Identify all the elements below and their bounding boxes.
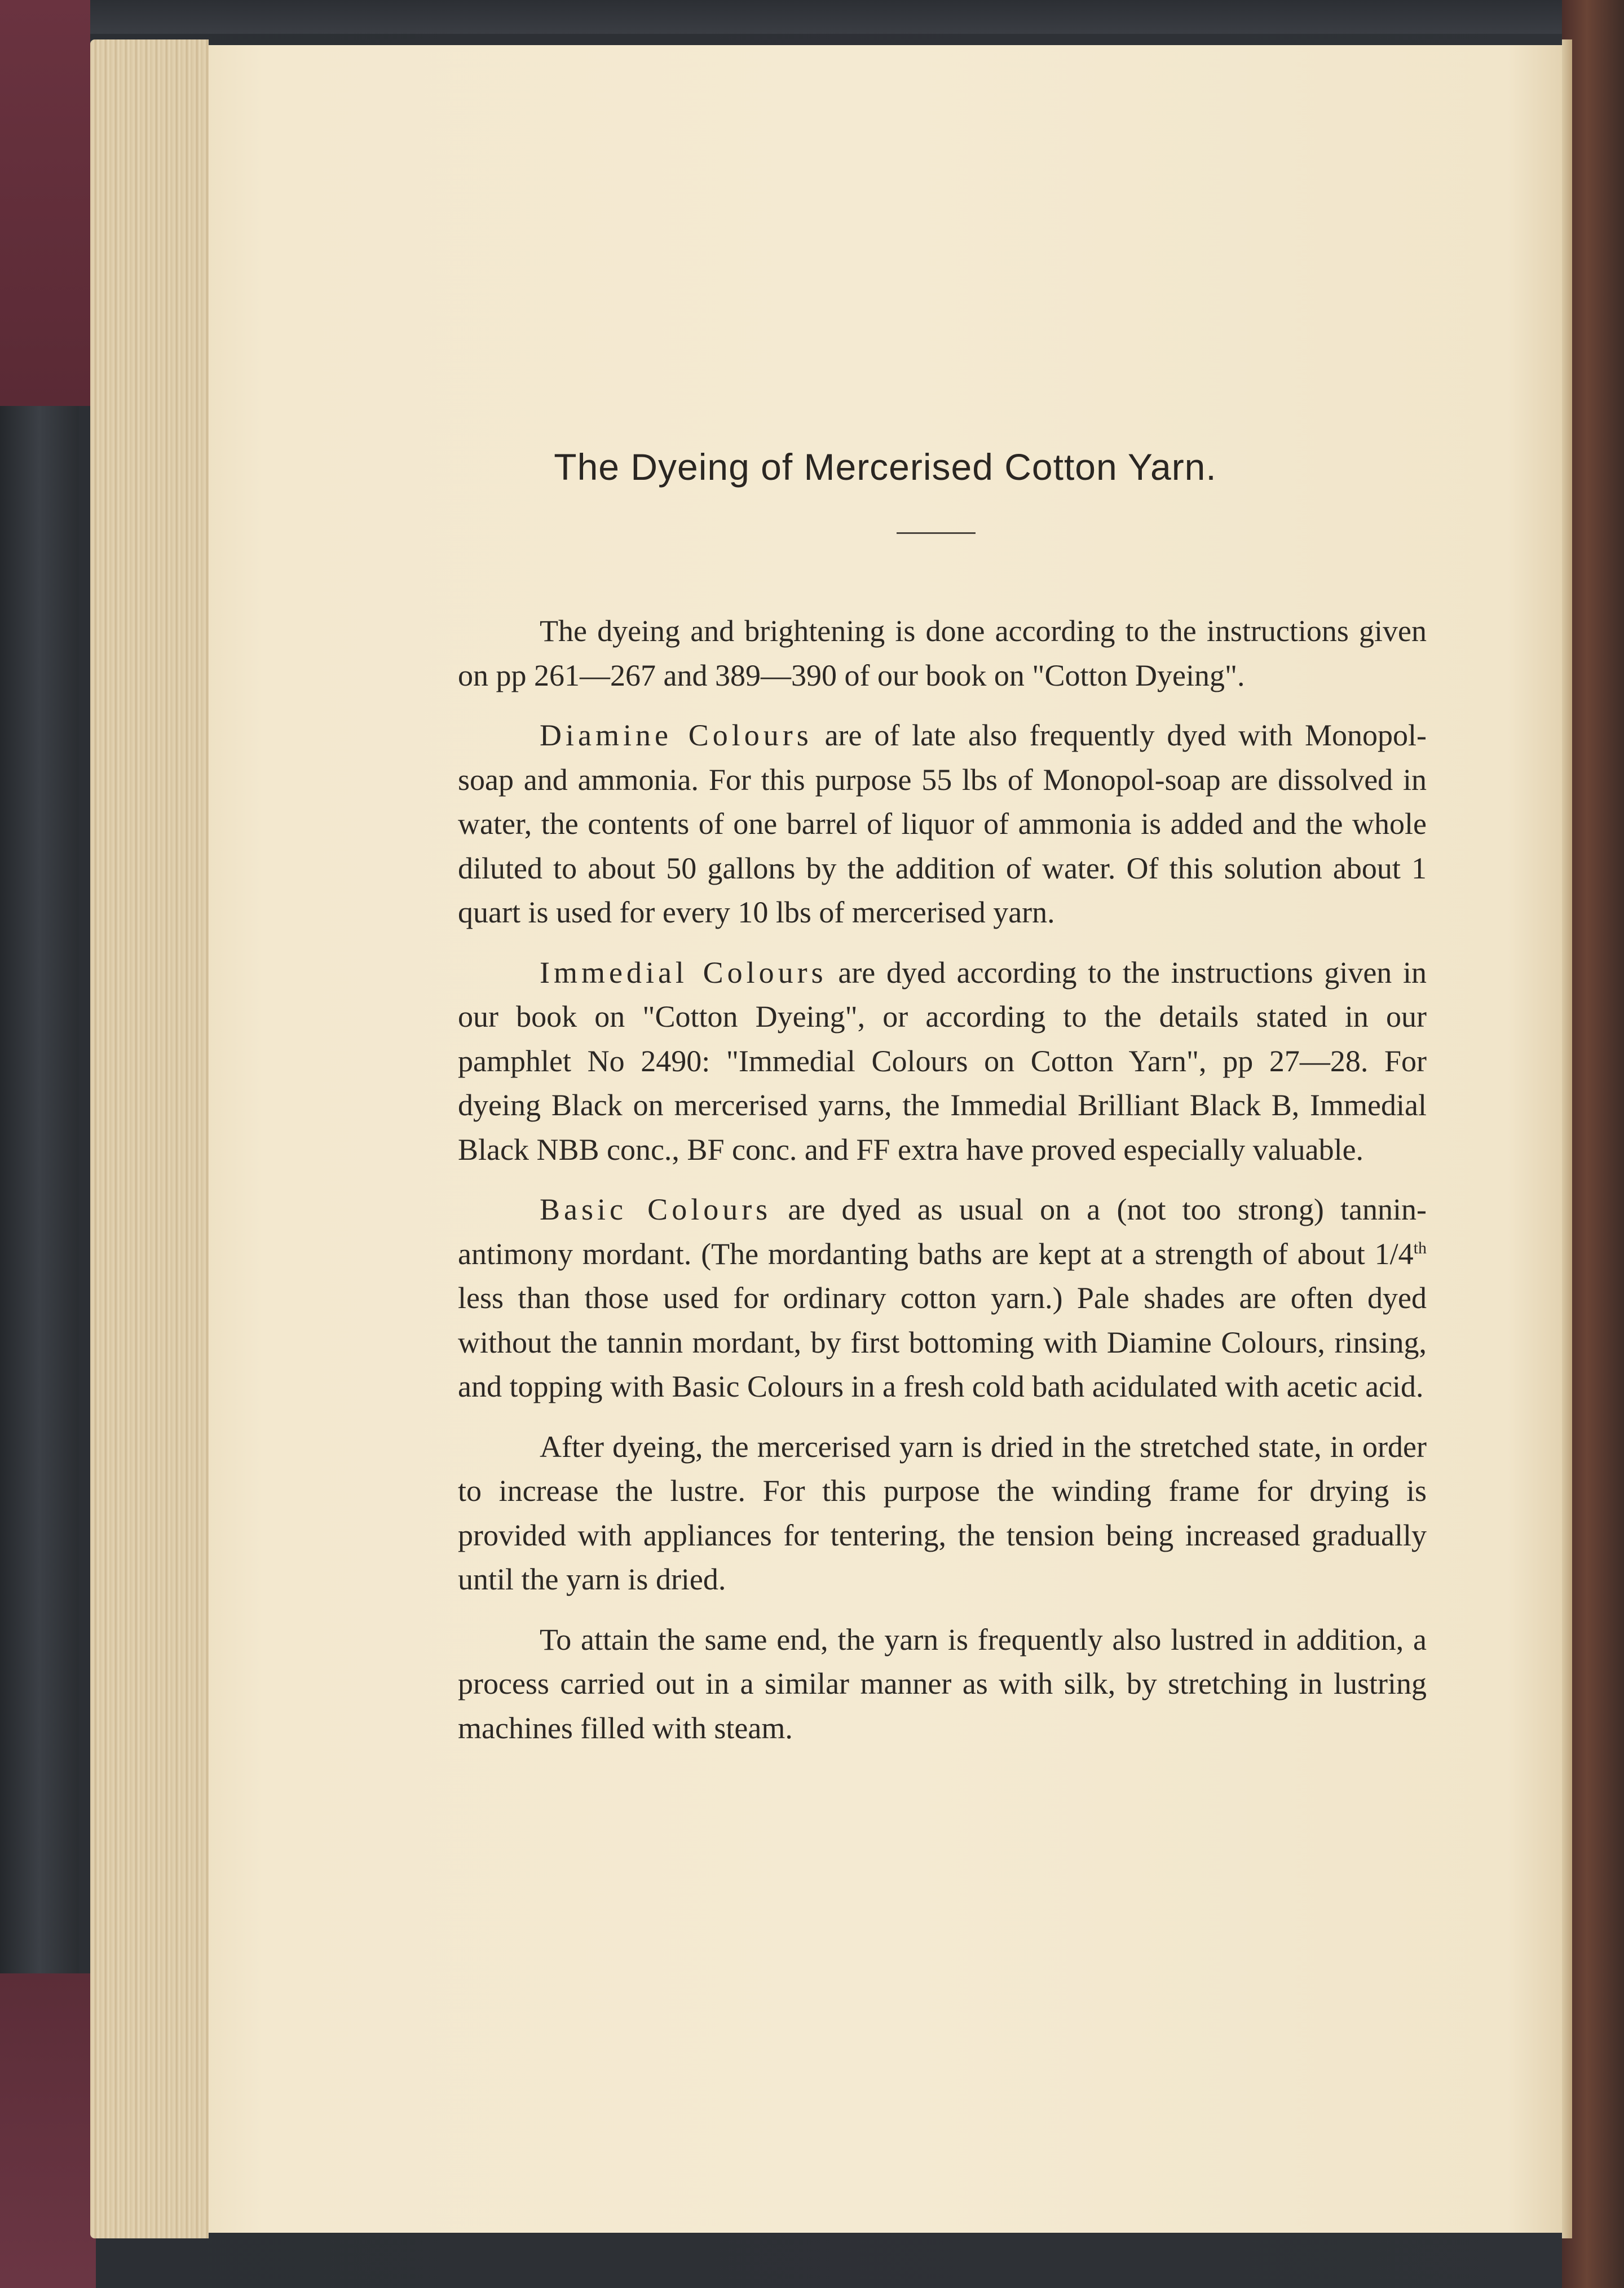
cover-corner-top [0, 0, 90, 406]
paragraph-2 [458, 713, 1427, 935]
paragraph-5 [458, 1425, 1427, 1602]
paragraph-4-text-after: less than those used for ordinary cotton yarn.) Pale shades are often dyed without the tannin mordant, by first bottoming with Diamine Colours, rinsing, and topping with Basic Colours in a fresh cold bath acidulated with acetic acid. [458, 1281, 1427, 1403]
paragraph-3-lead: Immedial Colours [540, 955, 827, 990]
paragraph-5-text: After dyeing, the mercerised yarn is dried in the stretched state, in order to increase the lustre. For this purpose the winding frame for drying is provided with appliances for tentering, the tension being increased gradually until the yarn is dried. [458, 1429, 1427, 1596]
paragraph-3 [458, 951, 1427, 1172]
paragraph-4-text-before: are dyed as usual on a (not too strong) tannin-antimony mordant. (The mordanting baths are kept at a strength of about [458, 1192, 1427, 1271]
paragraph-4-fraction: 1/4 [1374, 1236, 1414, 1271]
paragraph-3-text: are dyed according to the instructions given in our book on "Cotton Dyeing", or according to the details stated in our pamphlet No 2490: "Immedial Colours on Cotton Yarn", pp 27—28. For dyeing Black on mercerised yarns, the Immedial Brilliant Black B, Immedial Black NBB conc., BF conc. and FF extra have proved especially valuable. [458, 955, 1427, 1167]
title-rule [897, 532, 976, 534]
body-text [458, 609, 1427, 1766]
page-right-edge [1562, 39, 1572, 2238]
paragraph-4-fraction-sup: th [1413, 1238, 1427, 1257]
paragraph-1-text: The dyeing and brightening is done according to the instructions given on pp 261—267 and 389—390 of our book on "Cotton Dyeing". [458, 614, 1427, 692]
cover-top-band [0, 0, 1624, 34]
paragraph-4-lead: Basic Colours [540, 1192, 772, 1226]
paragraph-2-lead: Diamine Colours [540, 718, 813, 752]
paragraph-2-text: are of late also frequently dyed with Monopol-soap and ammonia. For this purpose 55 lbs of Monopol-soap are dissolved in water, the contents of one barrel of liquor of ammonia is added and the whole diluted to about 50 gallons by the addition of water. Of this solution about 1 quart is used for every 10 lbs of mercerised yarn. [458, 718, 1427, 929]
cover-spine-band [0, 406, 79, 1973]
paragraph-1 [458, 609, 1427, 697]
cover-corner-bottom [0, 1973, 96, 2288]
page-title: The Dyeing of Mercerised Cotton Yarn. [554, 446, 1217, 488]
page-edges [90, 39, 209, 2238]
paragraph-6-text: To attain the same end, the yarn is frequently also lustred in addition, a process carried out in a similar manner as with silk, by stretching in lustring machines filled with steam. [458, 1622, 1427, 1745]
paragraph-4 [458, 1187, 1427, 1409]
paragraph-6 [458, 1618, 1427, 1751]
